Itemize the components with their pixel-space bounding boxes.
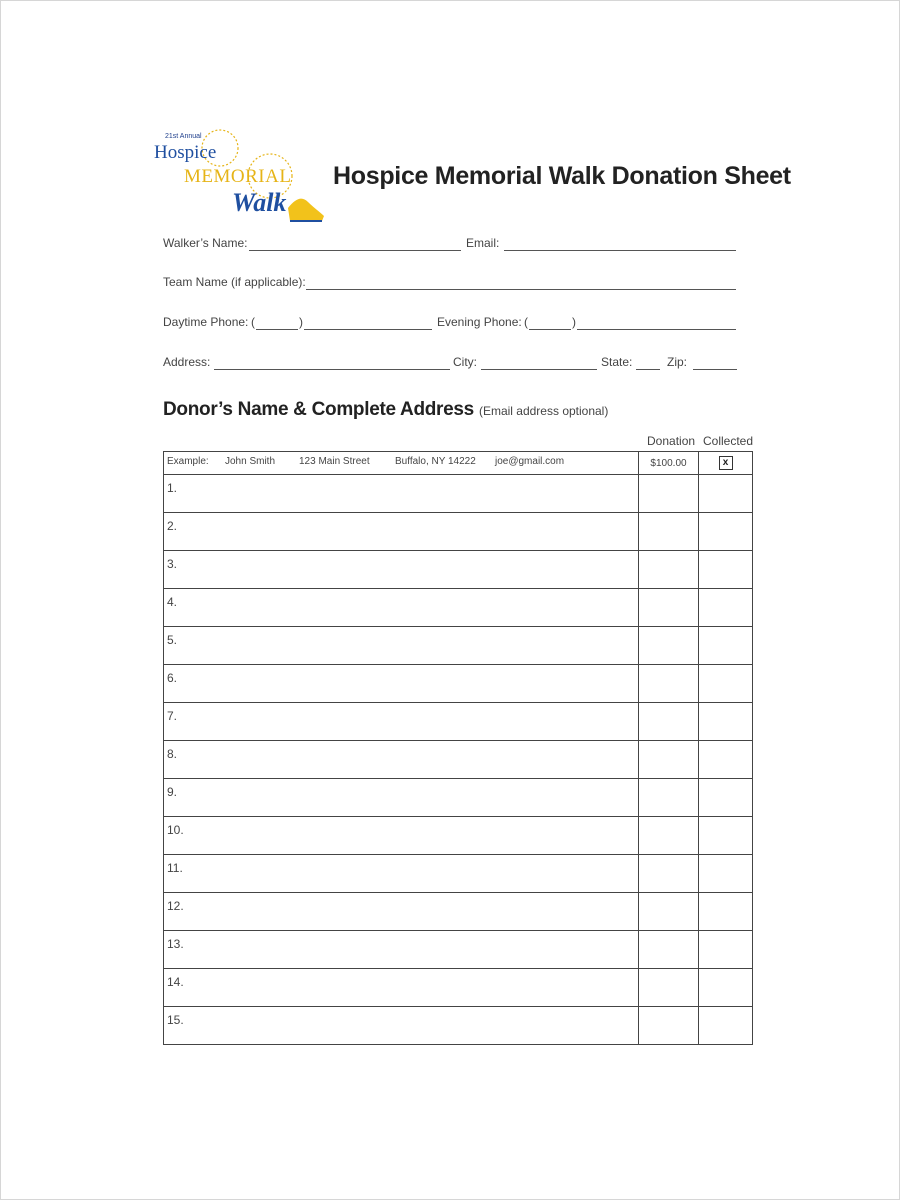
donor-name-address-cell[interactable] bbox=[164, 627, 639, 665]
email-field[interactable] bbox=[504, 250, 736, 251]
row-number: 4. bbox=[167, 595, 178, 609]
evening-area-open: ( bbox=[524, 315, 528, 329]
collected-cell[interactable] bbox=[699, 741, 753, 779]
donation-cell[interactable] bbox=[639, 513, 699, 551]
row-number: 2. bbox=[167, 519, 178, 533]
table-row bbox=[164, 551, 753, 589]
shoe-icon bbox=[288, 199, 324, 221]
evening-phone-field[interactable] bbox=[577, 329, 736, 330]
row-number: 5. bbox=[167, 633, 178, 647]
donation-cell[interactable] bbox=[639, 703, 699, 741]
collected-cell[interactable] bbox=[699, 931, 753, 969]
row-number: 1. bbox=[167, 481, 178, 495]
team-name-label: Team Name (if applicable): bbox=[163, 275, 306, 289]
walker-name-label: Walker’s Name: bbox=[163, 236, 248, 250]
state-label: State: bbox=[601, 355, 633, 369]
team-name-field[interactable] bbox=[306, 289, 736, 290]
collected-cell[interactable] bbox=[699, 665, 753, 703]
donation-cell[interactable] bbox=[639, 589, 699, 627]
donation-cell[interactable] bbox=[639, 817, 699, 855]
table-row bbox=[164, 475, 753, 513]
donation-cell[interactable] bbox=[639, 893, 699, 931]
logo-memorial-text: MEMORIAL bbox=[184, 166, 292, 187]
table-row bbox=[164, 703, 753, 741]
team-info-row bbox=[163, 275, 738, 295]
collected-cell[interactable] bbox=[699, 627, 753, 665]
logo-hospice-text: Hospice bbox=[154, 142, 217, 163]
table-row bbox=[164, 817, 753, 855]
example-city: Buffalo, NY 14222 bbox=[395, 456, 476, 467]
donor-name-address-cell[interactable] bbox=[164, 475, 639, 513]
daytime-area-code-field[interactable] bbox=[256, 329, 298, 330]
donor-name-address-cell[interactable] bbox=[164, 741, 639, 779]
collected-cell[interactable] bbox=[699, 817, 753, 855]
table-row bbox=[164, 779, 753, 817]
donor-heading-text: Donor’s Name & Complete Address bbox=[163, 399, 474, 420]
table-row bbox=[164, 1007, 753, 1045]
table-row bbox=[164, 513, 753, 551]
table-row bbox=[164, 589, 753, 627]
donor-name-address-cell[interactable] bbox=[164, 1007, 639, 1045]
row-number: 7. bbox=[167, 709, 178, 723]
table-row bbox=[164, 627, 753, 665]
email-label: Email: bbox=[466, 236, 500, 250]
phone-info-row bbox=[163, 315, 738, 335]
donor-name-address-cell[interactable] bbox=[164, 589, 639, 627]
donation-cell[interactable] bbox=[639, 475, 699, 513]
table-row bbox=[164, 969, 753, 1007]
donation-cell[interactable] bbox=[639, 551, 699, 589]
donation-cell[interactable] bbox=[639, 741, 699, 779]
row-number: 15. bbox=[167, 1013, 184, 1027]
donation-cell[interactable] bbox=[639, 627, 699, 665]
donor-name-address-cell[interactable] bbox=[164, 931, 639, 969]
state-field[interactable] bbox=[636, 369, 660, 370]
collected-cell[interactable] bbox=[699, 475, 753, 513]
collected-cell[interactable] bbox=[699, 969, 753, 1007]
donor-name-address-cell[interactable] bbox=[164, 513, 639, 551]
evening-phone-label: Evening Phone: bbox=[437, 315, 522, 329]
row-number: 8. bbox=[167, 747, 178, 761]
example-email: joe@gmail.com bbox=[495, 456, 565, 467]
table-row bbox=[164, 741, 753, 779]
table-row bbox=[164, 893, 753, 931]
walker-name-field[interactable] bbox=[249, 250, 461, 251]
collected-cell[interactable] bbox=[699, 513, 753, 551]
daytime-phone-field[interactable] bbox=[304, 329, 432, 330]
city-label: City: bbox=[453, 355, 477, 369]
donation-cell[interactable] bbox=[639, 855, 699, 893]
donor-name-address-cell[interactable] bbox=[164, 969, 639, 1007]
zip-field[interactable] bbox=[693, 369, 737, 370]
collected-cell[interactable] bbox=[699, 855, 753, 893]
collected-column-header: Collected bbox=[703, 434, 754, 448]
example-street: 123 Main Street bbox=[299, 456, 370, 467]
donation-cell[interactable] bbox=[639, 969, 699, 1007]
logo-walk-text: Walk bbox=[232, 188, 287, 217]
collected-cell[interactable] bbox=[699, 779, 753, 817]
address-label: Address: bbox=[163, 355, 211, 369]
daytime-area-open: ( bbox=[251, 315, 255, 329]
row-number: 9. bbox=[167, 785, 178, 799]
donor-name-address-cell[interactable] bbox=[164, 551, 639, 589]
evening-area-code-field[interactable] bbox=[529, 329, 571, 330]
row-number: 11. bbox=[167, 861, 183, 875]
row-number: 3. bbox=[167, 557, 178, 571]
walker-info-row bbox=[163, 236, 738, 256]
donor-name-address-cell[interactable] bbox=[164, 817, 639, 855]
donor-name-address-cell[interactable] bbox=[164, 893, 639, 931]
collected-checkbox: x bbox=[719, 456, 733, 470]
collected-cell[interactable] bbox=[699, 893, 753, 931]
example-name: John Smith bbox=[225, 456, 276, 467]
city-field[interactable] bbox=[481, 369, 597, 370]
daytime-phone-label: Daytime Phone: bbox=[163, 315, 249, 329]
donation-column-header: Donation bbox=[647, 434, 696, 448]
row-number: 6. bbox=[167, 671, 178, 685]
collected-cell[interactable] bbox=[699, 589, 753, 627]
table-row bbox=[164, 665, 753, 703]
donor-name-address-cell[interactable] bbox=[164, 779, 639, 817]
donor-name-address-cell[interactable] bbox=[164, 855, 639, 893]
donor-section-heading bbox=[163, 399, 608, 421]
donor-name-address-cell[interactable] bbox=[164, 665, 639, 703]
page-title: Hospice Memorial Walk Donation Sheet bbox=[333, 162, 791, 190]
donation-cell[interactable] bbox=[639, 1007, 699, 1045]
row-number: 14. bbox=[167, 975, 184, 989]
address-field[interactable] bbox=[214, 369, 450, 370]
logo-annual-text: 21st Annual bbox=[165, 133, 202, 140]
collected-cell[interactable] bbox=[699, 551, 753, 589]
donation-cell[interactable] bbox=[639, 665, 699, 703]
donor-table bbox=[163, 451, 753, 1045]
zip-label: Zip: bbox=[667, 355, 688, 369]
donor-name-address-cell[interactable] bbox=[164, 703, 639, 741]
row-number: 12. bbox=[167, 899, 184, 913]
donation-cell[interactable] bbox=[639, 779, 699, 817]
hospice-memorial-walk-logo bbox=[150, 128, 330, 228]
donation-cell[interactable] bbox=[639, 931, 699, 969]
donor-heading-note: (Email address optional) bbox=[478, 404, 609, 418]
daytime-area-close: ) bbox=[299, 315, 303, 329]
evening-area-close: ) bbox=[572, 315, 576, 329]
example-donation-cell: $100.00 bbox=[639, 452, 699, 475]
address-info-row bbox=[163, 355, 738, 375]
collected-cell[interactable] bbox=[699, 703, 753, 741]
example-row bbox=[164, 452, 753, 475]
example-label: Example: bbox=[167, 456, 209, 467]
table-row bbox=[164, 931, 753, 969]
row-number: 10. bbox=[167, 823, 184, 837]
example-collected-cell bbox=[699, 452, 753, 475]
collected-cell[interactable] bbox=[699, 1007, 753, 1045]
example-donor-cell bbox=[164, 452, 639, 475]
row-number: 13. bbox=[167, 937, 184, 951]
table-row bbox=[164, 855, 753, 893]
